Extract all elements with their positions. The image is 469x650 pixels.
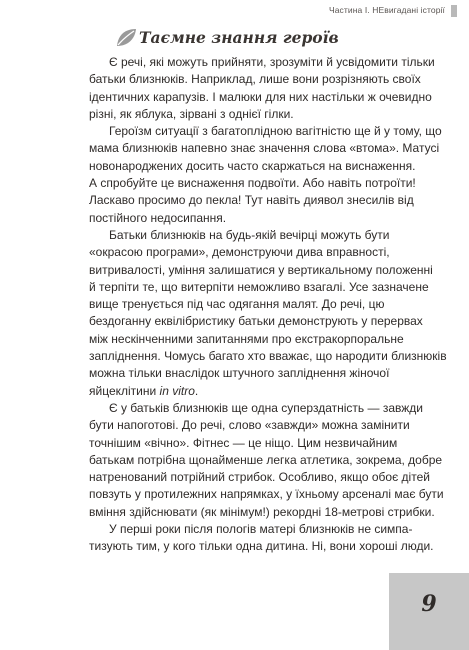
text-line: Героїзм ситуації з багатоплідною вагітністю ще й у тому, що [109,124,442,139]
text-line: Ласкаво просимо до пекла! Тут навіть диявол знесилів від [89,193,414,208]
text-line: вміння здійснювати (як мінімум!) рекордні 18-метрові стрибки. [89,504,435,519]
text-line: батькам потрібна щонайменше легка атлетика, зокрема, добре [89,452,443,467]
text-line: яйцеклітини in vitro. [89,383,199,398]
page-number: 9 [421,591,437,617]
text-line: мама близнюків напевно знає значення слова «втома». Матусі [89,141,440,156]
text-line: натренований потрійний стрибок. Особливо, якщо обоє дітей [89,470,430,485]
leaf-icon [115,27,137,49]
text-line: бути напоготові. До речі, слово «завжди» можна замінити [89,418,410,433]
text-line: батьки близнюків. Наприклад, лише вони розрізняють своїх [89,72,421,87]
text-line: ідентичних карапузів. І малюки для них настільки ж очевидно [89,89,432,104]
text-line: бездоганну еквілібристику батьки демонструють у перервах [89,314,423,329]
text-line: А спробуйте це виснаження подвоїти. Або навіть потроїти! [89,176,416,191]
text-line: новонароджених досить часто скаржаться на виснаження. [89,158,416,173]
text-line: різні, як яблука, зірвані з однієї гілки. [89,106,294,121]
text-line: Батьки близнюків на будь-якій вечірці можуть бути [109,227,390,242]
text-line: «окрасою програми», демонструючи дива вправності, [89,245,390,260]
running-head-marker [451,5,457,17]
text-line: між нескінченними запитаннями про екстракорпоральне [89,331,404,346]
text-line: постійного недосипання. [89,210,227,225]
text-line: й терпіти те, що витерпіти неможливо взагалі. Усе зазначене [89,279,429,294]
text-line: вище тренується під час одягання малят. До речі, цю [89,297,385,312]
text-line: Є речі, які можуть прийняти, зрозуміти й усвідомити тільки [109,55,435,69]
body-text [89,54,451,556]
text-line: витривалості, уміння залишатися у вертикальному положенні [89,262,433,277]
text-line: повзуть у протилежних напрямках, у їхньому арсеналі має бути [89,487,444,502]
running-head-text: Частина I. НЕвигадані історії [328,5,445,15]
text-line: тизують тим, у кого тільки одна дитина. Ні, вони хороші люди. [89,539,434,554]
latin-phrase: in vitro [159,383,195,398]
text-line: точнішим «вічно». Фітнес — це ніщо. Цим незвичайним [89,435,398,450]
text-line: запліднення. Чомусь багато хто вважає, що народити близнюків [89,349,447,364]
page-corner-tab [389,573,469,650]
text-line: У перші роки після пологів матері близнюків не симпа- [109,522,413,537]
text-line: Є у батьків близнюків ще одна суперздатність — завжди [109,400,423,415]
section-title: Таємне знання героїв [139,28,339,47]
text-line: можна тільки внаслідок штучного запліднення жіночої [89,366,390,381]
running-head [0,5,469,19]
